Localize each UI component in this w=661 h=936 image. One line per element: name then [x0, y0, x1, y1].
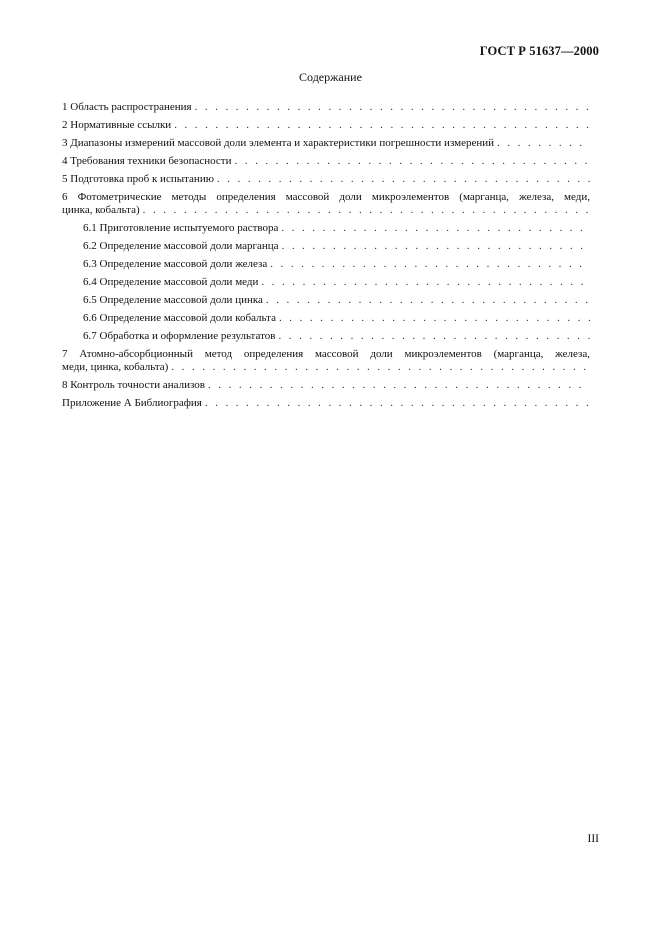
dot-leader [174, 119, 590, 132]
toc-entry[interactable] [62, 330, 590, 343]
dot-leader [282, 240, 590, 253]
toc-title: Содержание [299, 70, 362, 84]
toc-entry-text: 6.1 Приготовление испытуемого раствора [83, 222, 279, 234]
toc-entry-text: меди, цинка, кобальта) [62, 361, 169, 373]
toc-entry-text: 6 Фотометрические методы определения массовой доли микроэлементов (марганца, железа, меди, [62, 191, 590, 203]
toc-entry[interactable] [62, 137, 590, 150]
dot-leader [278, 330, 590, 343]
toc-entry-text: 6.2 Определение массовой доли марганца [83, 240, 279, 252]
dot-leader [195, 101, 590, 114]
toc-entry[interactable] [62, 294, 590, 307]
toc-entry-text: 6.7 Обработка и оформление результатов [83, 330, 276, 342]
dot-leader [279, 312, 590, 325]
dot-leader [281, 222, 590, 235]
toc-entry[interactable] [62, 348, 590, 374]
standard-code-header: ГОСТ Р 51637—2000 [479, 44, 599, 58]
toc-entry[interactable] [62, 397, 590, 410]
toc-entry[interactable] [62, 312, 590, 325]
toc-entry-text: Приложение А Библиография [62, 397, 202, 409]
toc-entry[interactable] [62, 276, 590, 289]
dot-leader [217, 173, 590, 186]
toc-entry-text: 7 Атомно-абсорбционный метод определения массовой доли микроэлементов (марганца, железа, [62, 348, 590, 360]
toc-entry-text: 1 Область распространения [62, 101, 192, 113]
toc-entry-text: 5 Подготовка проб к испытанию [62, 173, 214, 185]
toc-entry[interactable] [62, 240, 590, 253]
toc-entry-text: 6.6 Определение массовой доли кобальта [83, 312, 276, 324]
dot-leader [497, 137, 590, 150]
dot-leader [171, 361, 590, 374]
dot-leader [205, 397, 590, 410]
page-number: III [587, 833, 599, 845]
dot-leader [208, 379, 590, 392]
toc-entry-text: 4 Требования техники безопасности [62, 155, 232, 167]
toc-entry-text: цинка, кобальта) [62, 204, 140, 216]
dot-leader [261, 276, 590, 289]
toc-entry-text: 2 Нормативные ссылки [62, 119, 172, 131]
dot-leader [270, 258, 590, 271]
toc-entry[interactable] [62, 101, 590, 114]
toc-entry[interactable] [62, 379, 590, 392]
dot-leader [234, 155, 590, 168]
toc-entry-text: 8 Контроль точности анализов [62, 379, 205, 391]
toc-entry-text: 3 Диапазоны измерений массовой доли элемента и характеристики погрешности измерений [62, 137, 495, 149]
toc-entry-text: 6.4 Определение массовой доли меди [83, 276, 259, 288]
toc-entry[interactable] [62, 119, 590, 132]
toc-entry[interactable] [62, 191, 590, 217]
toc-entry[interactable] [62, 173, 590, 186]
dot-leader [266, 294, 590, 307]
toc-entry-text: 6.3 Определение массовой доли железа [83, 258, 268, 270]
toc-entry[interactable] [62, 155, 590, 168]
toc-entry[interactable] [62, 222, 590, 235]
table-of-contents [62, 101, 590, 415]
dot-leader [143, 204, 590, 217]
toc-entry-text: 6.5 Определение массовой доли цинка [83, 294, 263, 306]
toc-entry[interactable] [62, 258, 590, 271]
